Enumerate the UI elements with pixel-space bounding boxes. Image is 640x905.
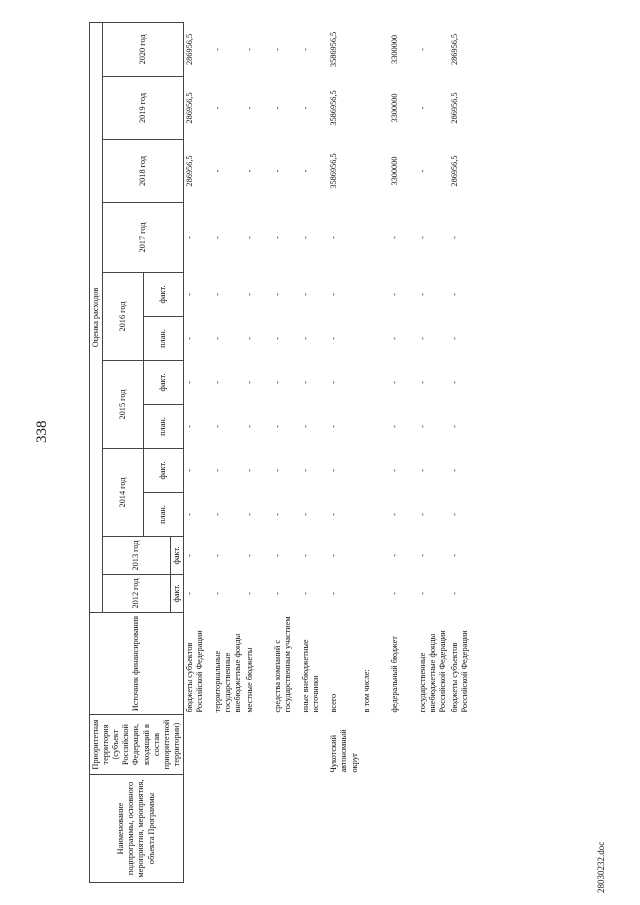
value-cell: - xyxy=(301,381,311,384)
value-cell xyxy=(361,22,389,76)
table-row xyxy=(244,22,272,882)
value-cell: 3300000 xyxy=(389,34,399,64)
value-cell: - xyxy=(184,554,194,557)
value-cell: - xyxy=(212,425,222,428)
value-cell: - xyxy=(389,236,399,239)
header-2014-plan: план. xyxy=(143,493,183,537)
value-cell: - xyxy=(389,592,399,595)
value-cell xyxy=(361,405,389,449)
name-cell xyxy=(361,775,389,883)
value-cell: - xyxy=(245,48,255,51)
value-cell: - xyxy=(417,293,427,296)
value-cell: - xyxy=(329,381,339,384)
value-cell: - xyxy=(389,381,399,384)
value-cell: - xyxy=(301,293,311,296)
value-cell: - xyxy=(245,381,255,384)
value-cell: 286956,5 xyxy=(184,155,194,187)
value-cell xyxy=(361,317,389,361)
territory-cell xyxy=(449,715,477,775)
table-row xyxy=(328,22,360,882)
source-cell: в том числе: xyxy=(361,669,371,713)
name-cell xyxy=(300,775,328,883)
header-2015: 2015 год xyxy=(103,361,143,449)
document-id: 28030232.doc xyxy=(596,841,606,893)
value-cell: - xyxy=(212,337,222,340)
value-cell: - xyxy=(449,554,459,557)
value-cell: - xyxy=(417,425,427,428)
header-2012-fact: факт. xyxy=(170,575,183,613)
header-2013-fact: факт. xyxy=(170,537,183,575)
source-cell: бюджеты субъектов Российской Федерации xyxy=(184,630,205,713)
value-cell: - xyxy=(417,337,427,340)
value-cell: 286956,5 xyxy=(184,92,194,124)
value-cell: - xyxy=(245,236,255,239)
value-cell: - xyxy=(212,236,222,239)
value-cell: - xyxy=(301,469,311,472)
value-cell: - xyxy=(245,425,255,428)
value-cell: - xyxy=(184,337,194,340)
value-cell: - xyxy=(184,293,194,296)
header-name: Наименование подпрограммы, основного мероприятия, мероприятия, объекта Программы xyxy=(90,775,184,883)
source-cell: бюджеты субъектов Российской Федерации xyxy=(449,630,470,713)
value-cell xyxy=(361,449,389,493)
value-cell: - xyxy=(301,236,311,239)
name-cell xyxy=(389,775,417,883)
value-cell: - xyxy=(184,469,194,472)
value-cell: - xyxy=(329,293,339,296)
value-cell: - xyxy=(245,106,255,110)
value-cell: 3300000 xyxy=(389,156,399,186)
territory-cell xyxy=(417,715,449,775)
value-cell xyxy=(361,77,389,140)
name-cell xyxy=(417,775,449,883)
value-cell: - xyxy=(329,425,339,428)
header-source: Источник финансирования xyxy=(90,613,184,715)
value-cell xyxy=(361,493,389,537)
territory-cell xyxy=(212,715,244,775)
source-cell: иные внебюджетные источники xyxy=(301,639,321,713)
value-cell: - xyxy=(449,425,459,428)
value-cell: - xyxy=(273,554,283,557)
value-cell xyxy=(361,537,389,575)
value-cell: - xyxy=(245,554,255,557)
territory-cell xyxy=(183,715,212,775)
value-cell: - xyxy=(212,106,222,110)
value-cell xyxy=(361,575,389,613)
value-cell: 286956,5 xyxy=(449,155,459,187)
territory-cell xyxy=(272,715,300,775)
table-row xyxy=(212,22,244,882)
value-cell xyxy=(361,203,389,273)
value-cell: - xyxy=(417,236,427,239)
value-cell: - xyxy=(184,381,194,384)
value-cell: - xyxy=(329,236,339,239)
value-cell: - xyxy=(245,469,255,472)
value-cell: 3586956,5 xyxy=(329,31,339,68)
territory-cell: Чукотский автономный округ xyxy=(329,729,359,773)
header-2014: 2014 год xyxy=(103,449,143,537)
source-cell: средства компаний с государственным участием xyxy=(273,616,293,713)
value-cell: - xyxy=(301,592,311,595)
value-cell: - xyxy=(212,554,222,557)
value-cell: - xyxy=(245,592,255,595)
value-cell: - xyxy=(417,169,427,173)
value-cell: - xyxy=(389,293,399,296)
value-cell: 286956,5 xyxy=(184,33,194,65)
value-cell: - xyxy=(273,381,283,384)
value-cell xyxy=(361,361,389,405)
name-cell xyxy=(328,775,360,883)
value-cell xyxy=(361,273,389,317)
value-cell: - xyxy=(449,337,459,340)
value-cell: - xyxy=(417,469,427,472)
table-row xyxy=(417,22,449,882)
name-cell xyxy=(244,775,272,883)
value-cell: - xyxy=(389,469,399,472)
table-row xyxy=(449,22,477,882)
value-cell: 286956,5 xyxy=(449,33,459,65)
value-cell: - xyxy=(212,469,222,472)
value-cell: - xyxy=(329,554,339,557)
value-cell: - xyxy=(449,592,459,595)
value-cell: 286956,5 xyxy=(449,92,459,124)
value-cell: - xyxy=(449,381,459,384)
value-cell: - xyxy=(329,513,339,516)
table-row xyxy=(183,22,212,882)
value-cell: - xyxy=(389,554,399,557)
value-cell xyxy=(361,140,389,203)
value-cell: - xyxy=(449,293,459,296)
expense-table xyxy=(89,22,477,883)
header-2020: 2020 год xyxy=(103,22,184,76)
value-cell: - xyxy=(301,513,311,516)
name-cell xyxy=(183,775,212,883)
territory-cell xyxy=(389,715,417,775)
value-cell: - xyxy=(245,337,255,340)
value-cell: - xyxy=(417,513,427,516)
value-cell: - xyxy=(273,337,283,340)
header-2016: 2016 год xyxy=(103,273,143,361)
header-2012: 2012 год xyxy=(103,575,171,613)
value-cell: - xyxy=(417,381,427,384)
territory-cell xyxy=(244,715,272,775)
header-territory: Приоритетная территория (субъект Российской Федерации, входящий в состав приоритетной территории) xyxy=(90,715,184,775)
value-cell: - xyxy=(273,469,283,472)
table-row xyxy=(272,22,300,882)
value-cell: - xyxy=(273,106,283,110)
value-cell: - xyxy=(273,592,283,595)
rotated-table-container xyxy=(89,23,569,883)
value-cell: - xyxy=(273,513,283,516)
value-cell: - xyxy=(389,425,399,428)
value-cell: - xyxy=(301,169,311,173)
source-cell: местные бюджеты xyxy=(245,647,255,713)
value-cell: 3586956,5 xyxy=(329,153,339,189)
header-2016-fact: факт. xyxy=(143,273,183,317)
header-2013: 2013 год xyxy=(103,537,171,575)
value-cell: - xyxy=(273,48,283,51)
header-2015-fact: факт. xyxy=(143,361,183,405)
value-cell: - xyxy=(245,293,255,296)
header-2015-plan: план. xyxy=(143,405,183,449)
value-cell: - xyxy=(273,236,283,239)
value-cell: - xyxy=(273,425,283,428)
source-cell: всего xyxy=(329,693,339,713)
value-cell: - xyxy=(329,337,339,340)
value-cell: - xyxy=(301,337,311,340)
value-cell: - xyxy=(329,592,339,595)
value-cell: - xyxy=(273,293,283,296)
header-2017: 2017 год xyxy=(103,203,184,273)
header-group: Оценка расходов xyxy=(90,22,103,612)
value-cell: - xyxy=(449,236,459,239)
name-cell xyxy=(212,775,244,883)
value-cell: - xyxy=(184,236,194,239)
source-cell: территориальные государственные внебюджетные фонды xyxy=(212,633,243,713)
value-cell: - xyxy=(301,48,311,51)
value-cell: - xyxy=(417,48,427,51)
header-2016-plan: план. xyxy=(143,317,183,361)
value-cell: - xyxy=(212,48,222,51)
value-cell: - xyxy=(301,554,311,557)
header-2018: 2018 год xyxy=(103,140,184,203)
value-cell: - xyxy=(301,425,311,428)
value-cell: - xyxy=(389,513,399,516)
value-cell: - xyxy=(212,381,222,384)
territory-cell xyxy=(300,715,328,775)
source-cell: федеральный бюджет xyxy=(389,636,399,713)
value-cell: - xyxy=(417,554,427,557)
value-cell: - xyxy=(329,469,339,472)
value-cell: - xyxy=(389,337,399,340)
table-row xyxy=(361,22,389,882)
name-cell xyxy=(449,775,477,883)
header-2014-fact: факт. xyxy=(143,449,183,493)
value-cell: - xyxy=(212,513,222,516)
value-cell: - xyxy=(212,169,222,173)
value-cell: - xyxy=(301,106,311,110)
value-cell: 3586956,5 xyxy=(329,90,339,126)
territory-cell xyxy=(361,715,389,775)
source-cell: государственные внебюджетные фонды Российской Федерации xyxy=(417,630,447,713)
header-2019: 2019 год xyxy=(103,77,184,140)
value-cell: - xyxy=(449,469,459,472)
value-cell: - xyxy=(449,513,459,516)
table-row xyxy=(389,22,417,882)
value-cell: 3300000 xyxy=(389,93,399,123)
value-cell: - xyxy=(212,592,222,595)
value-cell: - xyxy=(417,106,427,110)
table-row xyxy=(300,22,328,882)
value-cell: - xyxy=(184,592,194,595)
value-cell: - xyxy=(245,169,255,173)
page-number: 338 xyxy=(34,420,50,443)
value-cell: - xyxy=(273,169,283,173)
value-cell: - xyxy=(184,425,194,428)
value-cell: - xyxy=(417,592,427,595)
value-cell: - xyxy=(245,513,255,516)
value-cell: - xyxy=(212,293,222,296)
value-cell: - xyxy=(184,513,194,516)
name-cell xyxy=(272,775,300,883)
